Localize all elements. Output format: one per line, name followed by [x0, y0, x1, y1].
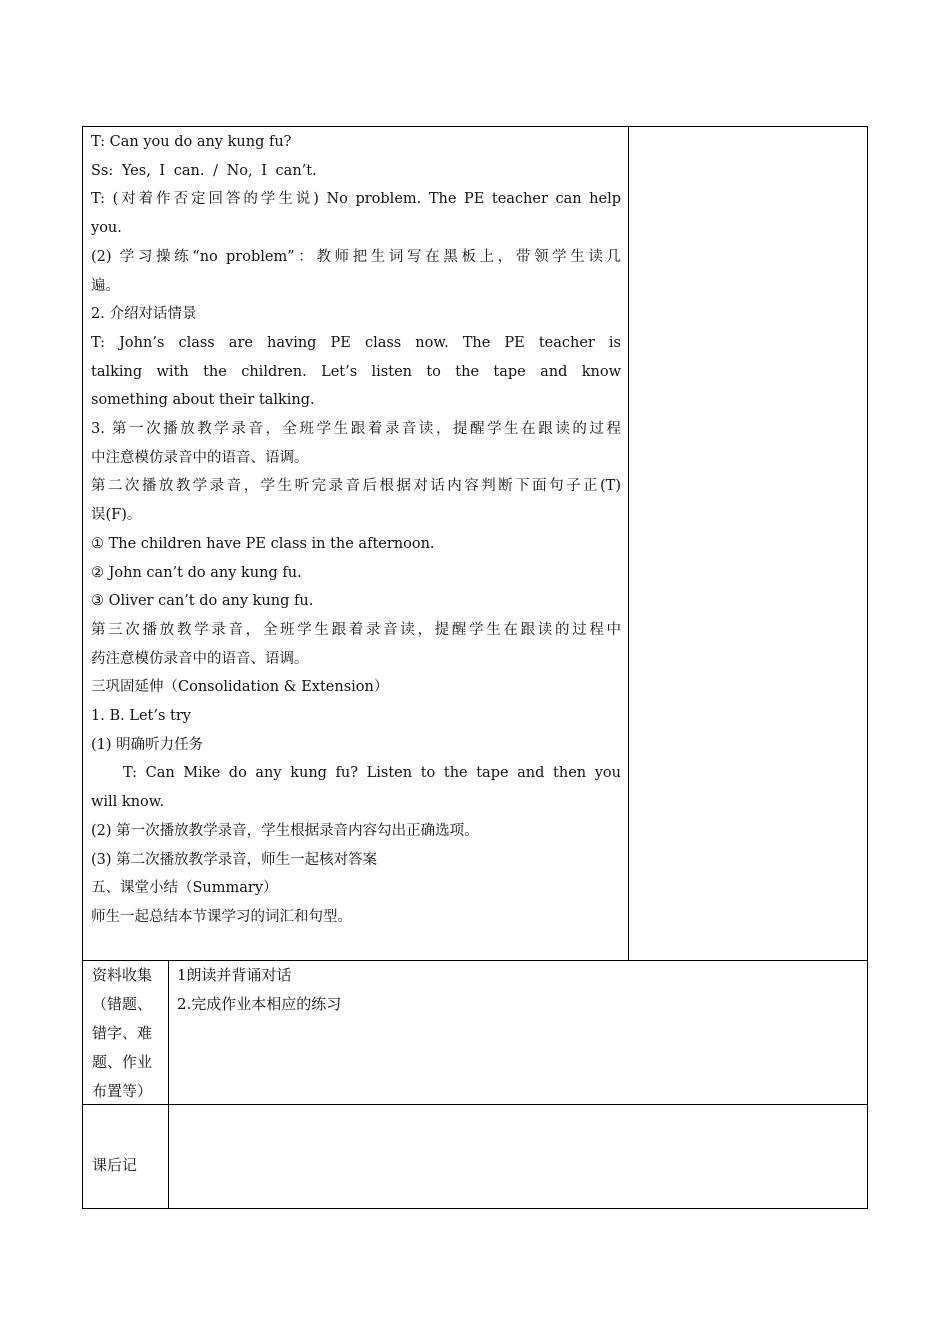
- text-line: 第二次播放教学录音，学生听完录音后根据对话内容判断下面句子正(T): [91, 478, 621, 495]
- row-divider-2: [82, 1104, 868, 1105]
- text-line: 2. 介绍对话情景: [91, 306, 197, 323]
- homework-item: 2.完成作业本相应的练习: [177, 995, 342, 1013]
- text-line: (3) 第二次播放教学录音，师生一起核对答案: [91, 851, 378, 868]
- text-line: T: Can Mike do any kung fu? Listen to the tape and then you: [123, 765, 621, 782]
- text-line: something about their talking.: [91, 392, 315, 409]
- text-line: 药注意模仿录音中的语音、语调。: [91, 650, 309, 667]
- text-line: Ss: Yes, I can. / No, I can’t.: [91, 162, 317, 179]
- text-line: (2) 第一次播放教学录音，学生根据录音内容勾出正确选项。: [91, 822, 479, 839]
- label-line: （错题、: [92, 995, 153, 1013]
- text-line: you.: [91, 220, 122, 237]
- text-line: 1. B. Let’s try: [91, 708, 191, 725]
- text-line: T: (对着作否定回答的学生说) No problem. The PE teacher can help: [91, 191, 621, 208]
- reflection-label: 课后记: [92, 1156, 138, 1174]
- text-line: T: John’s class are having PE class now. The PE teacher is: [91, 334, 621, 351]
- text-line: 五、课堂小结（Summary）: [91, 880, 278, 897]
- text-line: 3. 第一次播放教学录音，全班学生跟着录音读，提醒学生在跟读的过程: [91, 421, 621, 438]
- label-line: 布置等）: [92, 1082, 153, 1100]
- homework-list: [177, 961, 341, 1019]
- text-line: 三巩固延伸（Consolidation & Extension）: [91, 679, 389, 696]
- text-line: talking with the children. Let’s listen to the tape and know: [91, 363, 621, 380]
- text-line: (1) 明确听力任务: [91, 736, 204, 753]
- label-line: 题、作业: [92, 1053, 153, 1071]
- text-line: T: Can you do any kung fu?: [91, 134, 292, 150]
- resources-label: [92, 961, 152, 1106]
- text-line: 遍。: [91, 277, 120, 294]
- main-column-divider: [628, 126, 629, 961]
- teaching-procedure: [91, 128, 621, 932]
- label-line: 资料收集: [92, 966, 153, 984]
- label-line: 错字、难: [92, 1024, 153, 1042]
- text-line: ① The children have PE class in the afternoon.: [91, 535, 435, 552]
- text-line: (2) 学习操练“no problem”：教师把生词写在黑板上，带领学生读几: [91, 248, 621, 265]
- text-line: 误(F)。: [91, 507, 142, 524]
- text-line: 第三次播放教学录音，全班学生跟着录音读，提醒学生在跟读的过程中: [91, 621, 621, 638]
- text-line: 中注意模仿录音中的语音、语调。: [91, 449, 309, 466]
- text-line: 师生一起总结本节课学习的词汇和句型。: [91, 908, 352, 925]
- homework-item: 1朗读并背诵对话: [177, 966, 292, 984]
- label-column-divider: [168, 960, 169, 1209]
- text-line: ③ Oliver can’t do any kung fu.: [91, 593, 314, 610]
- text-line: will know.: [91, 794, 165, 811]
- text-line: ② John can’t do any kung fu.: [91, 564, 302, 581]
